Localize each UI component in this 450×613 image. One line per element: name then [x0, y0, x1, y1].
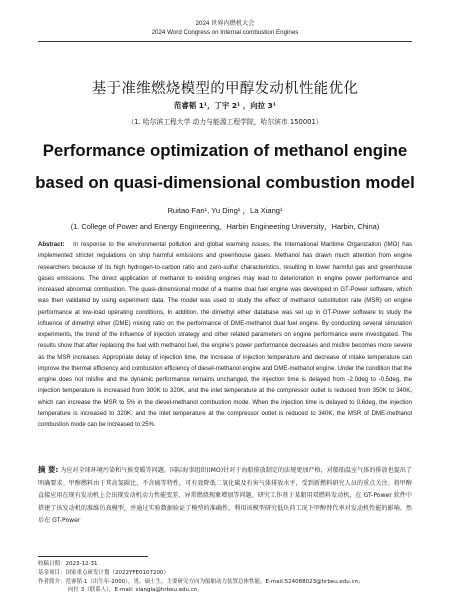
running-header-en: 2024 Word Congress on Internal combustion Engines	[151, 29, 299, 36]
footnote-contact: 向拉 3（联系人），E-mail: xiangla@hrbeu.edu.cn。	[68, 587, 203, 593]
english-title-line-2: based on quasi-dimensional combustion model	[35, 173, 415, 192]
english-authors: Ruitao Fan¹, Yu Ding¹ ，La Xiang¹	[167, 206, 283, 215]
footnote-rule	[38, 556, 148, 557]
english-abstract	[38, 240, 412, 431]
english-affiliation: (1. College of Power and Energy Engineering，Harbin Engineering University，Harbin, China)	[70, 222, 380, 231]
header-rule	[38, 41, 412, 42]
english-title-line-1: Performance optimization of methanol engine	[42, 141, 408, 160]
chinese-title: 基于准维燃烧模型的甲醇发动机性能优化	[91, 81, 359, 97]
abstract-label: Abstract:	[38, 242, 65, 248]
chinese-affiliation: （1. 哈尔滨工程大学 动力与能源工程学院，哈尔滨市 150001）	[127, 118, 323, 126]
footnote-fund: 基金项目：国家重点研发计划（2022YFE0107200）	[38, 570, 169, 576]
footnote-received: 收稿日期：2023-12-31	[38, 561, 98, 567]
chinese-abstract-text: 为应对全球环境污染和气候变暖等问题，国际海事组织(IMO)针对于海船排放制定的法规更加严格，对船舶温室气体的排放也提出了明确要求。甲醇燃料由于其高氢碳比、不含硫等特性，可有效降低二氧化碳及有害气体排放水平，受到新燃料研究人员的重点关注。将甲醇直接应用在现有发动机上会出现发动机动力性能变差、异常燃烧现象增加等问题。研究工作基于某船用双燃料发动机，在 GT-Power 软件中搭建了该发动机的准维仿真模型，并通过实验数据验证了模型的准确性，利用该模型研究低负荷工况下甲醇替代率对发动机性能的影响。然后在 GT-Power	[38, 467, 413, 525]
abstract-text: In response to the environmental pollution and global warming issues, the International Maritime Organization (IMO) has implemented stricter regulations on ship harmful emissions and greenhouse gases. Methanol has drawn much attention from engine researchers because of its high hydrogen-to-carbon ratio and zero-sulfur characteristics, resulting in lower harmful gas and greenhouse gases emissions. The direct application of methanol to existing engines may lead to deterioration in engine power performance and increased abnormal combustion. The quasi-dimensional model of a marine dual fuel engine was developed in GT-Power software, which was then validated by using experiment data. The model was used to study the effect of methanol substitution rate (MSR) on engine performance at low-load operating conditions, In addition, the dimethyl ether database was set up in GT-Power software to study the influence of dimethyl ether (DME) mixing ratio on the performance of DME-methanol dual fuel engine. By conducting several simulation experiments, the trend of the influence of injection strategy and other related parameters on engine performance were investigated. The results show that after replacing the fuel with methanol fuel, the engine’s power performance decreases and misfire becomes more severe as the MSR increases. Appropriate delay of injection time, the increase of injection temperature and decrease of intake temperature can improve the thermal efficiency and combustion efficiency of diesel-methanol engine and DME-methanol engine. Under the condition that the engine does not misfire and the dynamic performance remains unchanged, the injection time is delayed from -2.0deg to -0.5deg, the injection temperature is increased from 300K to 320K, and the inlet temperature at the compressor outlet is reduced from 350K to 340K, which can increase the MSR to 5% in the diesel-methanol combustion mode. When the injection time is delayed to 0.6deg, the injection temperature is increased to 320K, and the inlet temperature at the compressor outlet is reduced to 340K, the MSR of DME-methanol combustion mode can be increased to 25%.	[38, 242, 412, 428]
footnote-author-intro: 作者简介：范睿韬 1（出生年-2000），男，硕士生，主要研究方向为船舶动力装置总体性能。E-mail:524088023@hrbeu.edu.cn；	[38, 579, 364, 585]
running-header-cn: 2024 世界内燃机大会	[195, 20, 255, 27]
chinese-abstract	[38, 464, 412, 528]
chinese-abstract-label: 摘 要:	[38, 465, 59, 474]
chinese-authors: 范睿韬 1¹，丁宇 2¹ ，向拉 3¹	[174, 101, 276, 110]
